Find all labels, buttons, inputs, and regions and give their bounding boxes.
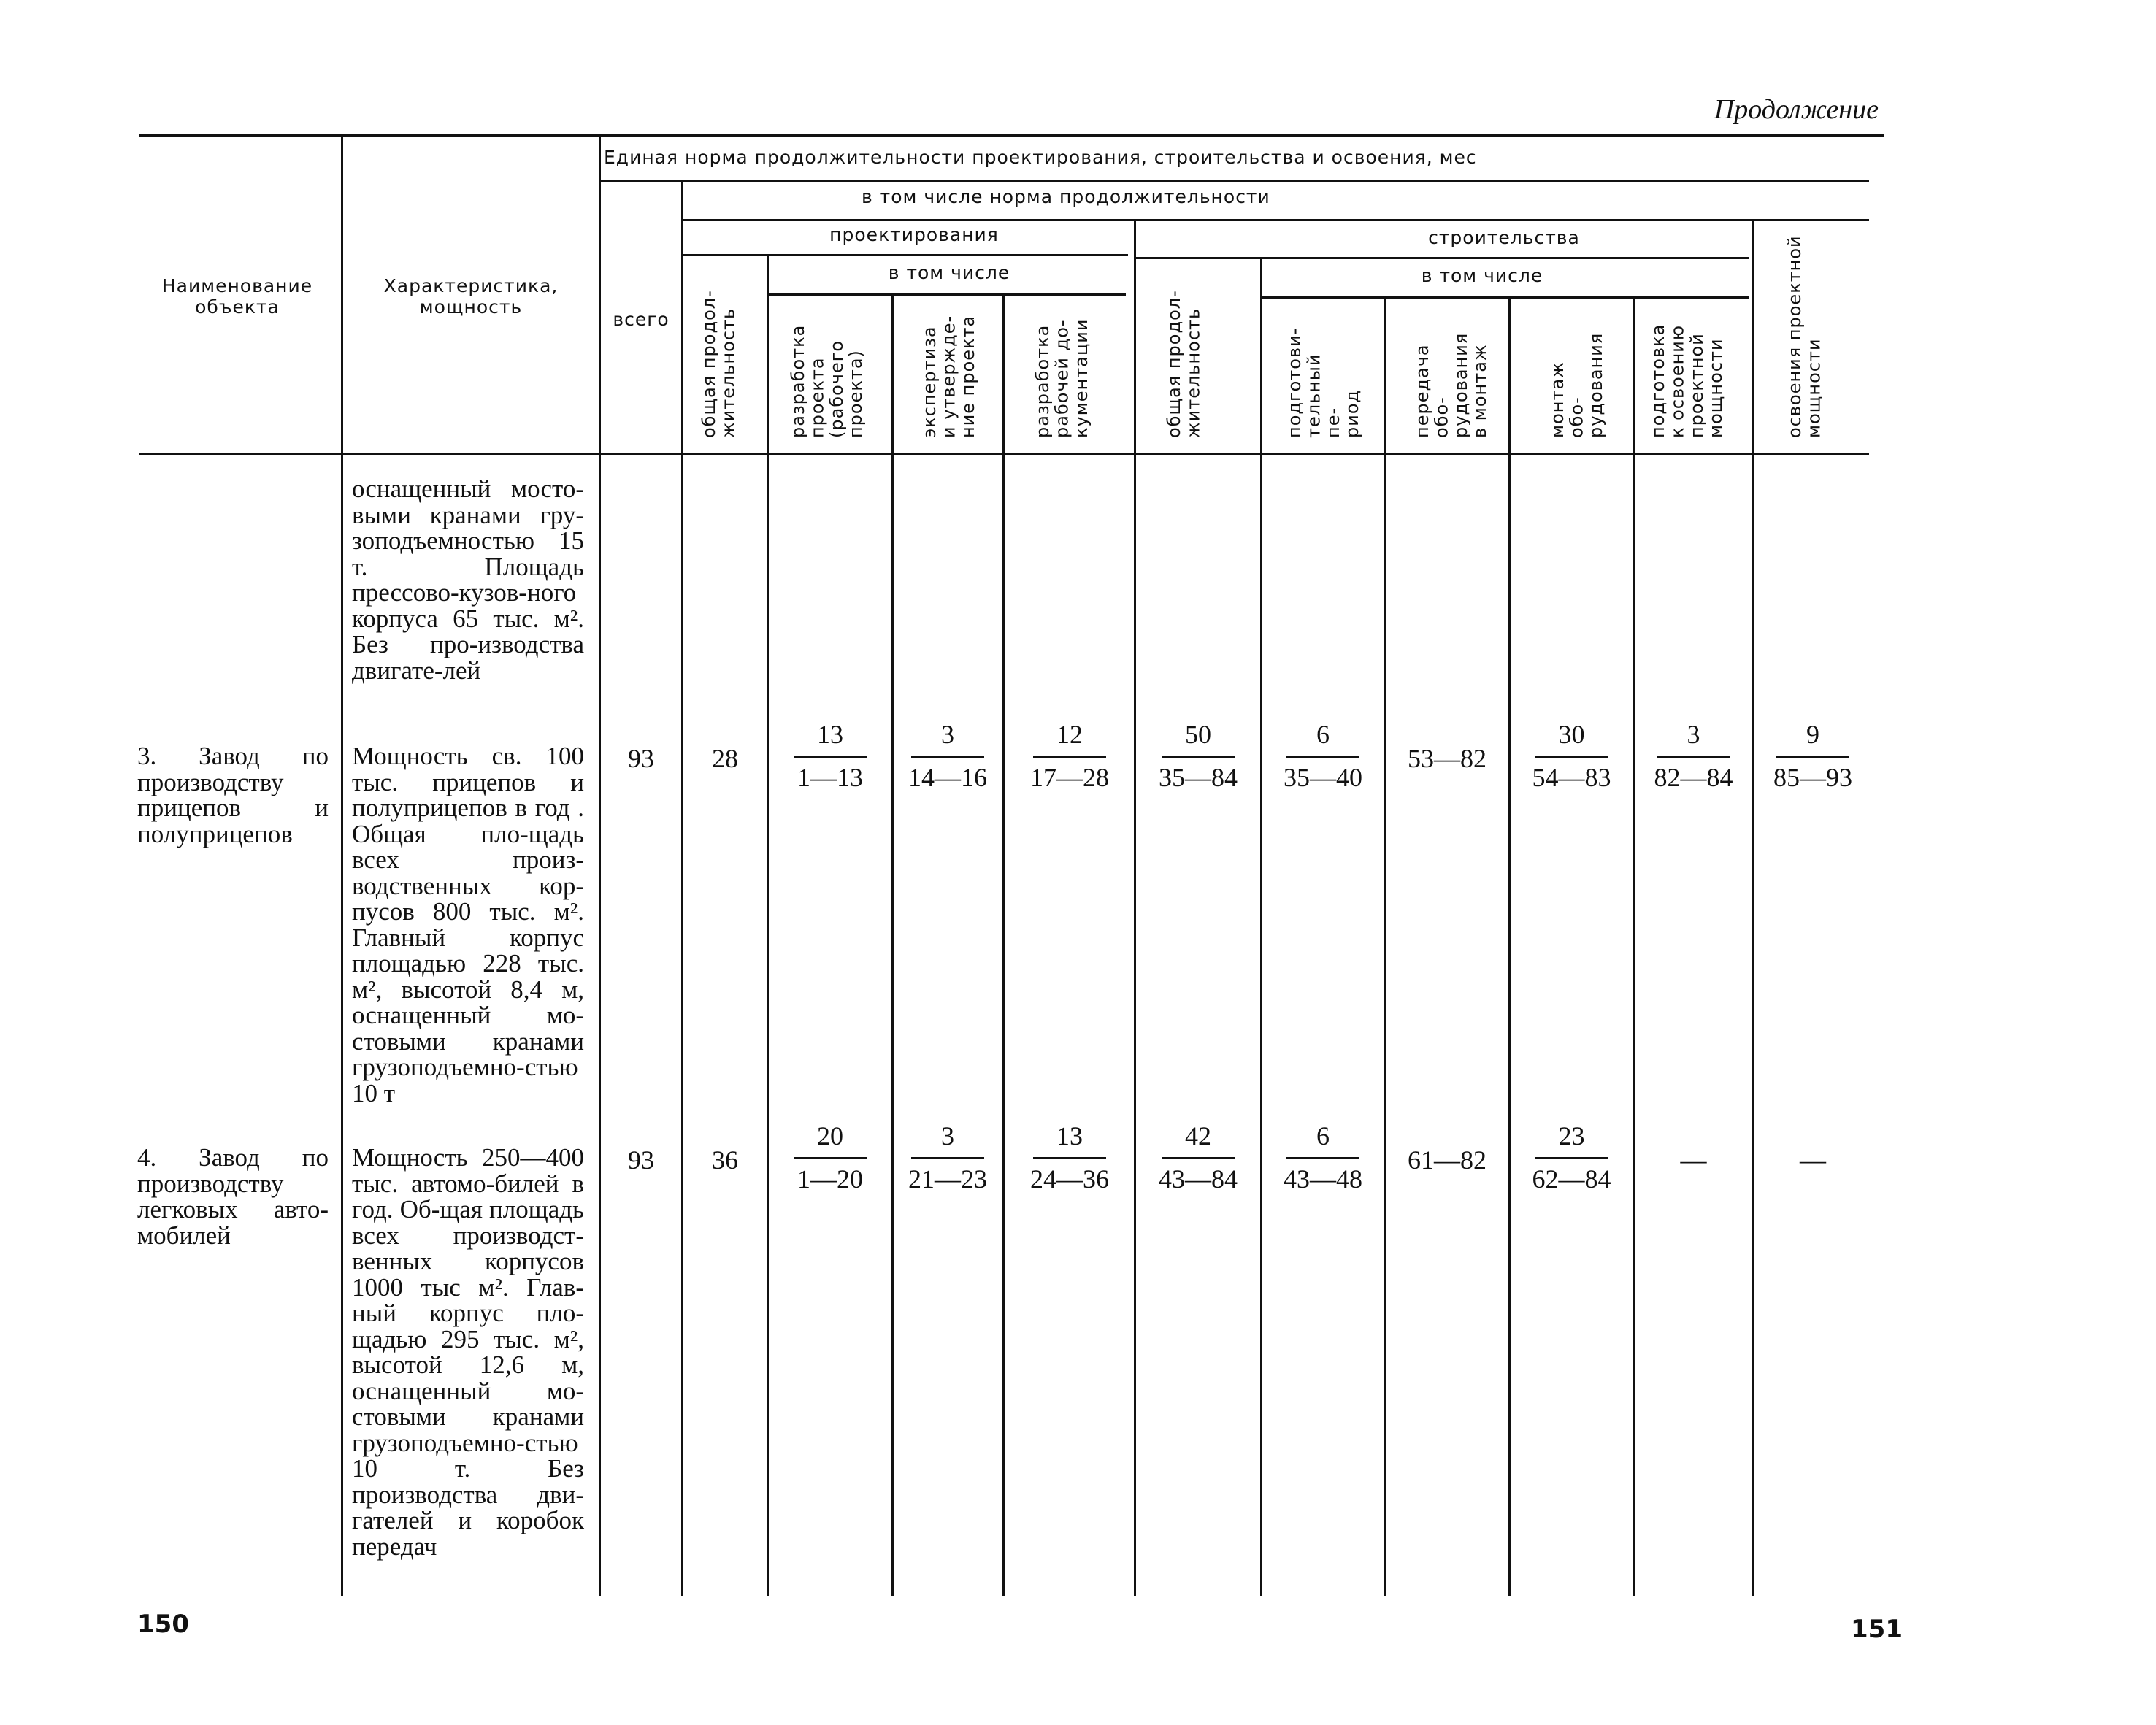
row3-characteristic: Мощность св. 100 тыс. прицепов и полуприцепов в год . Общая пло-щадь всех произ-водственных кор-пусов 800 тыс. м². Главный корпус площадью 228 тыс. м², высотой 8,4 м, оснащенный мо-стовыми кранами грузоподъемно-стью 10 т xyxy=(352,742,584,1107)
header-design-working: разработка рабочей до- кументации xyxy=(1032,318,1092,438)
row4-constr-transfer: 61—82 xyxy=(1408,1145,1486,1175)
row3-design-total: 28 xyxy=(712,744,738,773)
col-line-name xyxy=(341,136,343,1596)
row3-constr-prep-master: 3 82—84 xyxy=(1654,720,1733,792)
row3-constr-total: 50 35—84 xyxy=(1159,720,1238,792)
header-constr-total: общая продол- жительность xyxy=(1164,290,1204,438)
row4-characteristic: Мощность 250—400 тыс. автомо-билей в год. Об-щая площадь всех производст-венных корпусов 1000 тыс м². Глав-ный корпус пло-щадью 295 тыс. м², высотой 12,6 м, оснащенный мо-стовыми кранами грузоподъемно-стью 10 т. Без производства дви-гателей и коробок передач xyxy=(352,1143,584,1561)
col-line-constr-transfer xyxy=(1508,298,1511,1596)
col-line-constr-prep-master xyxy=(1752,220,1754,1596)
header-total: всего xyxy=(613,309,670,330)
row4-total: 93 xyxy=(628,1145,654,1175)
col-line-design-expertise xyxy=(1002,295,1005,1596)
col-line-design-total xyxy=(767,256,769,1596)
col-line-design-working xyxy=(1134,220,1136,1596)
header-design-total: общая продол- жительность xyxy=(699,290,739,438)
row4-name: 4. Завод по производству легковых авто-мобилей xyxy=(137,1143,329,1250)
header-top: Единая норма продолжительности проектирования, строительства и освоения, мес xyxy=(604,147,1477,168)
row4-design-total: 36 xyxy=(712,1145,738,1175)
rule-design-incl xyxy=(768,293,1126,296)
row3-constr-install: 30 54—83 xyxy=(1532,720,1611,792)
row3-constr-prep: 6 35—40 xyxy=(1284,720,1362,792)
row3-design-working: 12 17—28 xyxy=(1030,720,1109,792)
col-line-total xyxy=(681,181,683,1596)
rule-design xyxy=(683,254,1128,256)
row4-mastering: — xyxy=(1800,1145,1826,1175)
col-line-design-project xyxy=(891,295,894,1596)
header-design-expertise: экспертиза и утвержде- ние проекта xyxy=(919,315,978,438)
page-number-right: 151 xyxy=(1851,1615,1903,1644)
col-line-constr-install xyxy=(1633,298,1635,1596)
header-constr-prep-master: подготовка к освоению проектной мощности xyxy=(1648,323,1727,438)
header-mastering: освоения проектной мощности xyxy=(1784,235,1825,438)
row4-constr-total: 42 43—84 xyxy=(1159,1121,1238,1194)
header-construction: строительства xyxy=(1428,227,1580,248)
header-design-incl: в том числе xyxy=(888,262,1010,283)
row3-design-project: 13 1—13 xyxy=(769,719,891,793)
header-constr-transfer: передача обо- рудования в монтаж xyxy=(1412,332,1491,438)
col-line-constr-total xyxy=(1260,258,1262,1596)
header-design-project: разработка проекта (рабочего проекта) xyxy=(788,324,867,438)
row3-mastering: 9 85—93 xyxy=(1773,720,1852,792)
row4-design-project: 20 1—20 xyxy=(769,1121,891,1194)
page-number-left: 150 xyxy=(137,1610,189,1639)
header-constr-incl: в том числе xyxy=(1421,265,1543,286)
rule-construction xyxy=(1135,257,1749,259)
rule-incl-norm xyxy=(683,219,1869,221)
col-line-char xyxy=(599,136,601,1596)
header-constr-install: монтаж обо- рудования xyxy=(1547,332,1606,438)
row3-constr-transfer: 53—82 xyxy=(1408,744,1486,773)
row3-design-expertise: 3 14—16 xyxy=(908,720,987,792)
header-incl-norm: в том числе норма продолжительности xyxy=(862,186,1270,207)
row3-total: 93 xyxy=(628,744,654,773)
table-top-rule xyxy=(139,134,1884,137)
col-line-constr-prep xyxy=(1384,298,1386,1596)
header-characteristic: Характеристика, мощность xyxy=(383,275,559,318)
row3-name: 3. Завод по производству прицепов и полуприцепов xyxy=(137,742,329,848)
row4-constr-prep: 6 43—48 xyxy=(1284,1121,1362,1194)
row4-design-expertise: 3 21—23 xyxy=(908,1121,987,1194)
continuation-label: Продолжение xyxy=(1714,94,1879,125)
continuation-text: оснащенный мосто-выми кранами гру-зоподъемностью 15 т. Площадь прессово-кузов-ного корпуса 65 тыс. м². Без про-изводства двигате-лей xyxy=(352,475,584,685)
header-name: Наименование объекта xyxy=(161,275,313,318)
row4-design-working: 13 24—36 xyxy=(1030,1121,1109,1194)
rule-constr-incl xyxy=(1262,296,1749,299)
row4-constr-install: 23 62—84 xyxy=(1532,1121,1611,1194)
row4-constr-prep-master: — xyxy=(1680,1145,1707,1175)
header-constr-prep: подготови- тельный пе- риод xyxy=(1284,327,1363,438)
header-design: проектирования xyxy=(829,224,999,245)
rule-top-sub xyxy=(600,180,1869,182)
